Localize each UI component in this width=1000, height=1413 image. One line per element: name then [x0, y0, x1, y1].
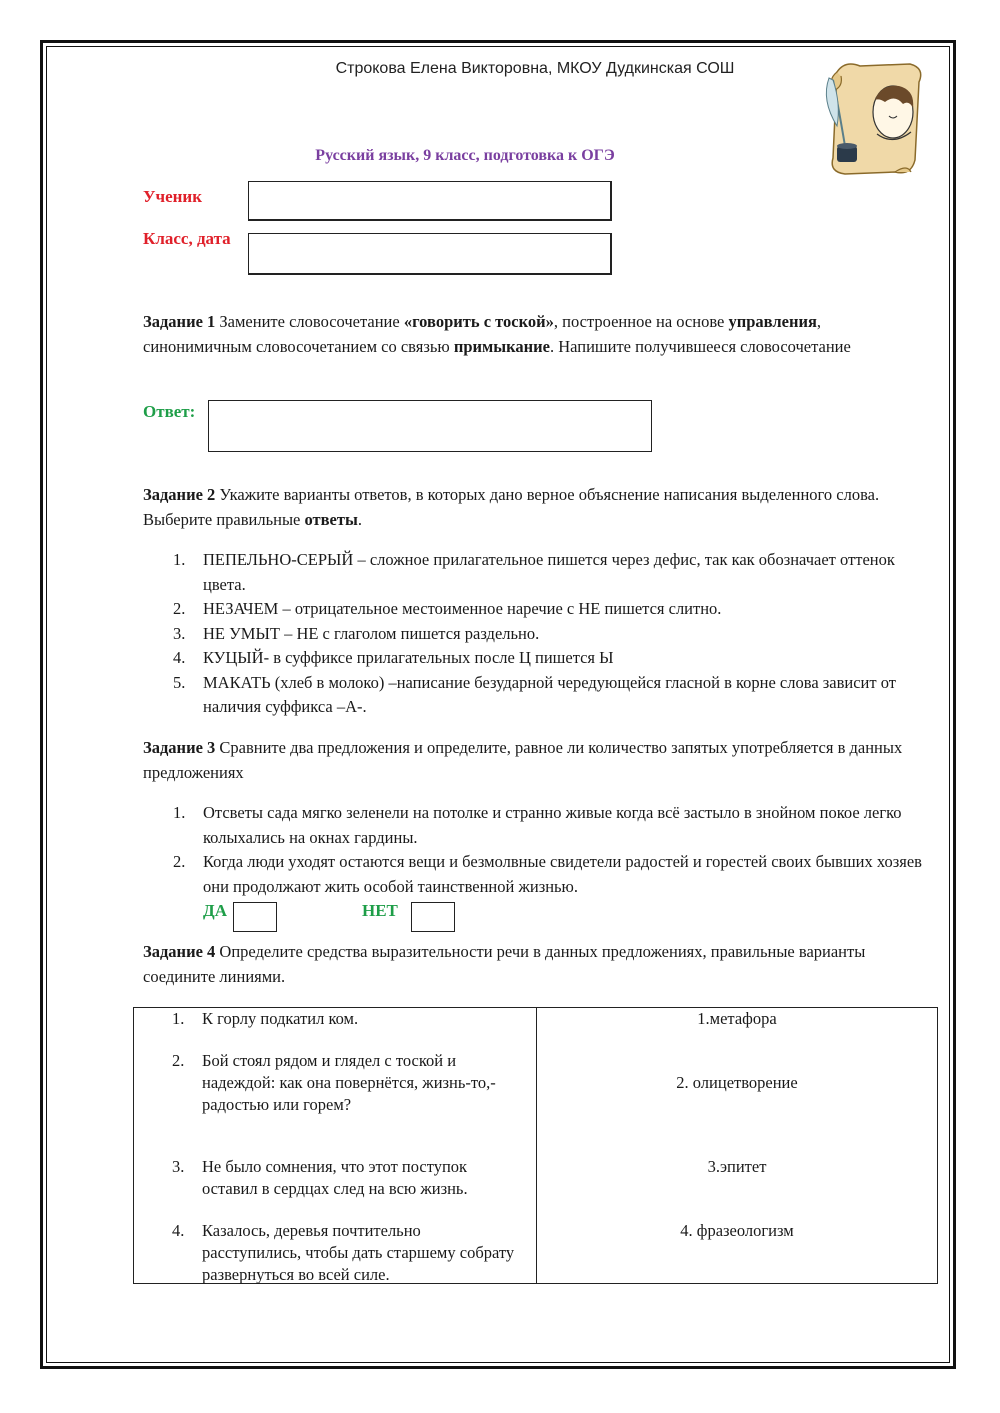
student-label: Ученик	[143, 187, 202, 206]
sentence-item	[172, 1220, 522, 1286]
no-label: НЕТ	[362, 901, 398, 920]
sentence-number: 1.	[172, 1009, 185, 1028]
task2-list	[143, 548, 933, 720]
task2-title: Задание 2	[143, 485, 216, 504]
sentence-item	[172, 1050, 522, 1116]
list-item-text: НЕЗАЧЕМ – отрицательное местоименное наречие с НЕ пишется слитно.	[203, 599, 722, 618]
task2-text-part: Укажите варианты ответов, в которых дано верное объяснение написания выделенного слова. Выберите правильные	[143, 485, 880, 529]
list-item-number: 3.	[173, 623, 186, 643]
matching-table	[133, 1007, 938, 1284]
author-line: Строкова Елена Викторовна, МКОУ Дудкинская СОШ	[335, 60, 735, 77]
no-checkbox[interactable]	[411, 902, 455, 932]
task2-answers-word: ответы	[304, 509, 358, 529]
list-item-number: 2.	[173, 852, 186, 871]
task4-text	[143, 940, 933, 989]
task3-text	[143, 736, 933, 785]
task1-title: Задание 1	[143, 312, 216, 331]
list-item-number: 5.	[173, 672, 186, 692]
yes-checkbox[interactable]	[233, 902, 277, 932]
answer-input[interactable]	[208, 400, 652, 452]
task1-term-adjoining: примыкание	[453, 336, 550, 356]
device-item: 3.эпитет	[707, 1157, 767, 1176]
sentence-text: К горлу подкатил ком.	[202, 1009, 359, 1028]
sentence-text: Казалось, деревья почтительно расступились, чтобы дать старшему собрату развернуться во всей силе.	[202, 1221, 515, 1284]
subject-title: Русский язык, 9 класс, подготовка к ОГЭ	[315, 147, 615, 164]
device-item: 4. фразеологизм	[680, 1221, 794, 1240]
task2-text	[143, 483, 933, 532]
list-item-text: НЕ УМЫТ – НЕ с глаголом пишется раздельно.	[203, 623, 540, 643]
device-item: 1.метафора	[697, 1009, 777, 1028]
task3-title: Задание 3	[143, 738, 216, 757]
matching-right-column	[537, 1008, 938, 1284]
list-item	[173, 671, 933, 720]
task4-title: Задание 4	[143, 942, 216, 961]
sentence-text: Бой стоял рядом и глядел с тоской и надеждой: как она повернётся, жизнь-то,- радостью или горем?	[202, 1051, 496, 1114]
list-item	[173, 801, 933, 850]
task1-term-government: управления	[728, 312, 817, 331]
task3-text-part: Сравните два предложения и определите, равное ли количество запятых употребляется в данных предложениях	[143, 738, 903, 782]
list-item-text: Когда люди уходят остаются вещи и безмолвные свидетели радостей и горестей своих бывших хозяев они продолжают жить особой таинственной жизнью.	[203, 852, 922, 896]
list-item-number: 1.	[173, 550, 186, 569]
list-item-text: ПЕПЕЛЬНО-СЕРЫЙ – сложное прилагательное пишется через дефис, так как обозначает оттенок цвета.	[203, 550, 895, 594]
list-item	[173, 646, 933, 671]
list-item-text: МАКАТЬ (хлеб в молоко) –написание безударной чередующейся гласной в корне слова зависит от наличия суффикса –А-.	[203, 672, 896, 716]
list-item-text: Отсветы сада мягко зеленели на потолке и странно живые когда всё застыло в знойном покое легко колыхались на окнах гардины.	[203, 803, 902, 847]
matching-left-column	[134, 1008, 537, 1284]
answer-label: Ответ:	[143, 402, 196, 421]
device-item: 2. олицетворение	[676, 1073, 798, 1092]
list-item	[173, 597, 933, 622]
list-item-number: 1.	[173, 803, 186, 822]
list-item	[173, 850, 933, 899]
sentence-item	[172, 1008, 522, 1030]
sentence-number: 4.	[172, 1221, 185, 1240]
sentence-number: 3.	[172, 1157, 185, 1176]
list-item	[173, 622, 933, 647]
class-date-label: Класс, дата	[143, 229, 231, 248]
task4-text-part: Определите средства выразительности речи в данных предложениях, правильные варианты соедините линиями.	[143, 942, 866, 986]
sentence-number: 2.	[172, 1051, 185, 1070]
class-date-input[interactable]	[248, 233, 612, 275]
task1-text	[143, 310, 933, 359]
yes-label: ДА	[203, 901, 227, 920]
student-input[interactable]	[248, 181, 612, 221]
task2-text-part: .	[357, 509, 362, 529]
list-item	[173, 548, 933, 597]
task1-text-part: Замените словосочетание	[215, 312, 404, 331]
list-item-number: 4.	[173, 648, 186, 667]
list-item-text: КУЦЫЙ- в суффиксе прилагательных после Ц пишется Ы	[203, 648, 614, 667]
list-item-number: 2.	[173, 599, 186, 618]
task1-text-part: , построенное на основе	[553, 312, 729, 331]
task1-text-part: , синонимичным словосочетанием со связью	[143, 312, 822, 356]
task1-text-part: . Напишите получившееся словосочетание	[549, 336, 851, 356]
sentence-item	[172, 1156, 522, 1200]
task1-phrase: «говорить с тоской»	[403, 312, 554, 331]
task3-list	[143, 801, 933, 899]
sentence-text: Не было сомнения, что этот поступок оставил в сердцах след на всю жизнь.	[202, 1157, 468, 1198]
